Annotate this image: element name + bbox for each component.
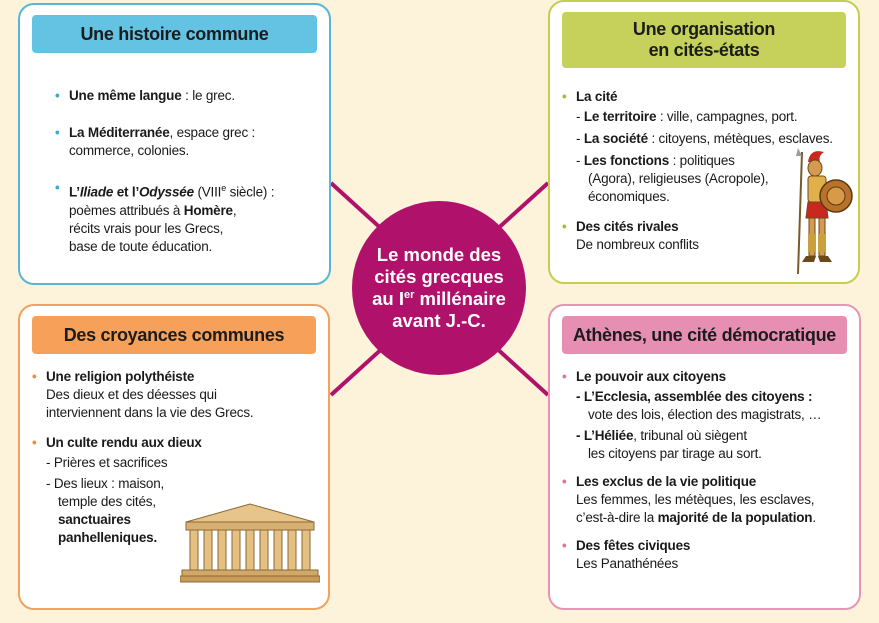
box-athenes: [548, 304, 861, 610]
box-organisation: [548, 0, 860, 284]
exclus-line3-pre: c’est-à-dire la: [576, 510, 658, 525]
box-histoire-commune: [18, 3, 331, 285]
langue-rest: : le grec.: [181, 88, 235, 103]
item-iliade: [55, 179, 274, 256]
center-line2: cités grecques: [374, 266, 504, 287]
item-religion: [32, 368, 253, 422]
title-croyances: [32, 316, 316, 354]
item-exclus: [562, 473, 821, 527]
heliee-rest: , tribunal où siègent: [633, 428, 747, 443]
culte-sub2-l4: panhelleniques.: [58, 530, 158, 545]
fonctions-line3: économiques.: [588, 189, 670, 204]
ecclesia-line2: vote des lois, élection des magistrats, …: [588, 407, 822, 422]
societe-rest: : citoyens, métèques, esclaves.: [647, 131, 833, 146]
bullet: •: [55, 88, 60, 103]
connector-bottom-left: [331, 346, 385, 395]
title-organisation: [562, 12, 846, 68]
pouvoir-head: Le pouvoir aux citoyens: [576, 369, 726, 384]
item-langue: [55, 87, 274, 105]
title-histoire-text: Une histoire commune: [80, 23, 269, 44]
center-line3: [372, 288, 506, 310]
bullet: •: [562, 369, 567, 384]
mediterranee-head: La Méditerranée: [69, 125, 170, 140]
mediterranee-line2: commerce, colonies.: [69, 143, 189, 158]
bullet: •: [562, 219, 567, 234]
title-croyances-text: Des croyances communes: [63, 324, 285, 345]
religion-head: Une religion polythéiste: [46, 369, 195, 384]
exclus-line3-post: .: [812, 510, 816, 525]
bullet: •: [55, 180, 60, 195]
cite-head: La cité: [576, 89, 618, 104]
bullet: •: [562, 538, 567, 553]
iliade-line3: récits vrais pour les Grecs,: [69, 220, 224, 236]
heliee-line2: les citoyens par tirage au sort.: [588, 446, 762, 461]
center-line3-post: millénaire: [414, 288, 506, 309]
fetes-line2: Les Panathénées: [576, 556, 679, 571]
iliade-rest-pre: (VIII: [193, 184, 222, 200]
odyssee-title: Odyssée: [139, 184, 194, 200]
center-topic-circle: [352, 201, 526, 375]
religion-line2: Des dieux et des déesses qui: [46, 387, 217, 402]
content-athenes: [562, 368, 821, 585]
item-pouvoir: [562, 368, 821, 463]
item-fetes: [562, 537, 821, 573]
fonctions-head: Les fonctions: [583, 153, 670, 168]
culte-sub2: - Des lieux : maison,: [46, 476, 165, 491]
iliade-rest-post: siècle) :: [226, 184, 275, 200]
bullet: •: [562, 89, 567, 104]
fetes-head: Des fêtes civiques: [576, 538, 691, 553]
exclus-head: Les exclus de la vie politique: [576, 474, 757, 489]
box-croyances: [18, 304, 330, 610]
connector-top-left: [331, 183, 385, 232]
iliade-l: L’: [69, 184, 80, 200]
title-organisation-line1: Une organisation: [632, 19, 776, 39]
langue-head: Une même langue: [69, 88, 182, 103]
greek-temple-illustration: [180, 502, 320, 584]
title-histoire-commune: [32, 15, 317, 53]
heliee-head: - L’Héliée: [576, 428, 634, 443]
iliade-l2-post: ,: [232, 202, 237, 218]
fonctions-line2: (Agora), religieuses (Acropole),: [588, 171, 769, 186]
exclus-line3-bold: majorité de la population: [657, 510, 813, 525]
culte-sub2-l3: sanctuaires: [58, 512, 131, 527]
territoire-head: Le territoire: [583, 109, 657, 124]
culte-sub1: - Prières et sacrifices: [46, 455, 168, 470]
bullet: •: [32, 369, 37, 384]
ecclesia-head: - L’Ecclesia, assemblée des citoyens :: [576, 389, 813, 404]
center-line1: Le monde des: [376, 244, 502, 265]
iliade-et: et l’: [113, 184, 139, 200]
iliade-l2-pre: poèmes attribués à: [69, 202, 184, 218]
title-organisation-line2: en cités-états: [648, 40, 760, 60]
item-mediterranee: [55, 124, 274, 160]
dash: -: [576, 153, 584, 168]
bullet: •: [32, 435, 37, 450]
hoplite-warrior-illustration: [788, 148, 854, 282]
center-line3-sup: er: [403, 288, 415, 301]
iliade-sup: e: [221, 183, 227, 193]
culte-sub2-l2: temple des cités,: [58, 494, 156, 509]
bullet: •: [55, 125, 60, 140]
connector-bottom-right: [494, 346, 548, 395]
rivales-line2: De nombreux conflits: [576, 237, 699, 252]
territoire-rest: : ville, campagnes, port.: [656, 109, 798, 124]
homere: Homère: [183, 202, 233, 218]
title-athenes: [562, 316, 847, 354]
content-histoire: [55, 87, 274, 268]
culte-head: Un culte rendu aux dieux: [46, 435, 202, 450]
bullet: •: [562, 474, 567, 489]
dash: -: [576, 109, 584, 124]
fonctions-rest: : politiques: [669, 153, 735, 168]
title-athenes-text: Athènes, une cité démocratique: [572, 324, 837, 345]
center-line4: avant J.-C.: [392, 310, 486, 331]
societe-head: La société: [583, 131, 648, 146]
iliade-line4: base de toute éducation.: [69, 238, 213, 254]
center-line3-pre: au I: [372, 288, 404, 309]
exclus-line2: Les femmes, les métèques, les esclaves,: [576, 492, 815, 507]
rivales-head: Des cités rivales: [576, 219, 679, 234]
religion-line3: interviennent dans la vie des Grecs.: [46, 405, 254, 420]
iliade-title: Iliade: [79, 184, 114, 200]
connector-top-right: [494, 183, 548, 232]
mediterranee-rest: , espace grec :: [169, 125, 256, 140]
dash: -: [576, 131, 584, 146]
